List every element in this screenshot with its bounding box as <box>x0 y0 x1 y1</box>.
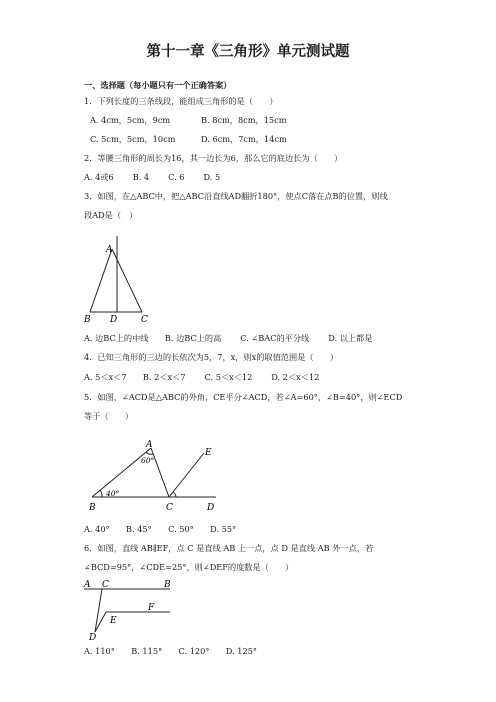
q6-stem-line2: ∠BCD=95°，∠CDE=25°，则∠DEF的度数是（ ） <box>84 562 294 572</box>
q3-label-c: C <box>141 315 148 325</box>
q6-options: A. 110° B. 115° C. 120° D. 125° <box>84 646 258 656</box>
q6-label-b: B <box>164 580 171 590</box>
q1-option-d: D. 6cm，7cm，14cm <box>201 134 287 144</box>
q3-label-a: A <box>106 245 113 255</box>
q5-stem-line1: 5．如图，∠ACD是△ABC的外角，CE平分∠ACD，若∠A=60°，∠B=40°，则∠ECD <box>84 392 403 402</box>
q4-stem: 4．已知三角形的三边的长依次为5，7，x，则x的取值范围是（ ） <box>84 352 339 362</box>
q6-label-e: E <box>110 616 117 626</box>
q5-label-b: B <box>89 503 96 513</box>
q3-options: A. 边BC上的中线 B. 边BC上的高 C. ∠BAC的平分线 D. 以上都是 <box>84 333 373 343</box>
q6-label-f: F <box>148 603 155 613</box>
q6-figure <box>84 580 174 642</box>
q1-stem: 1．下列长度的三条线段，能组成三角形的是（ ） <box>84 96 278 106</box>
q5-label-c: C <box>166 503 173 513</box>
q3-figure <box>80 236 170 326</box>
page-title: 第十一章《三角形》单元测试题 <box>146 44 350 60</box>
q2-options: A. 4或6 B. 4 C. 6 D. 5 <box>84 172 221 182</box>
q6-label-a: A <box>84 580 91 590</box>
q5-figure <box>88 437 223 515</box>
q6-stem-line1: 6．如图，直线 AB∥EF，点 C 是直线 AB 上一点，点 D 是直线 AB 外一点，若 <box>84 543 374 553</box>
q3-stem-line1: 3．如图，在△ABC中，把△ABC沿直线AD翻折180°，使点C落在点B的位置，则线 <box>84 191 388 201</box>
q5-options: A. 40° B. 45° C. 50° D. 55° <box>84 524 237 534</box>
q4-options: A. 5＜x＜7 B. 2＜x＜7 C. 5＜x＜12 D. 2＜x＜12 <box>84 372 320 382</box>
section-heading: 一、选择题（每小题只有一个正确答案） <box>84 80 232 90</box>
q5-label-d: D <box>207 503 215 513</box>
q5-label-a: A <box>146 440 153 450</box>
q5-label-e: E <box>205 448 212 458</box>
q1-option-a: A. 4cm，5cm，9cm <box>90 115 171 125</box>
q3-label-d: D <box>110 315 118 325</box>
q3-label-b: B <box>84 315 91 325</box>
q5-stem-line2: 等于（ ） <box>84 411 134 421</box>
q5-angle-b: 40° <box>106 489 120 498</box>
q6-label-c: C <box>102 580 109 590</box>
q5-angle-a: 60° <box>141 456 155 465</box>
q1-option-b: B. 8cm，8cm，15cm <box>201 115 287 125</box>
q3-stem-line2: 段AD是（ ） <box>84 210 138 220</box>
q1-option-c: C. 5cm，5cm，10cm <box>90 134 176 144</box>
q2-stem: 2．等腰三角形的周长为16，其一边长为6，那么它的底边长为（ ） <box>84 153 343 163</box>
q6-label-d: D <box>89 633 97 643</box>
